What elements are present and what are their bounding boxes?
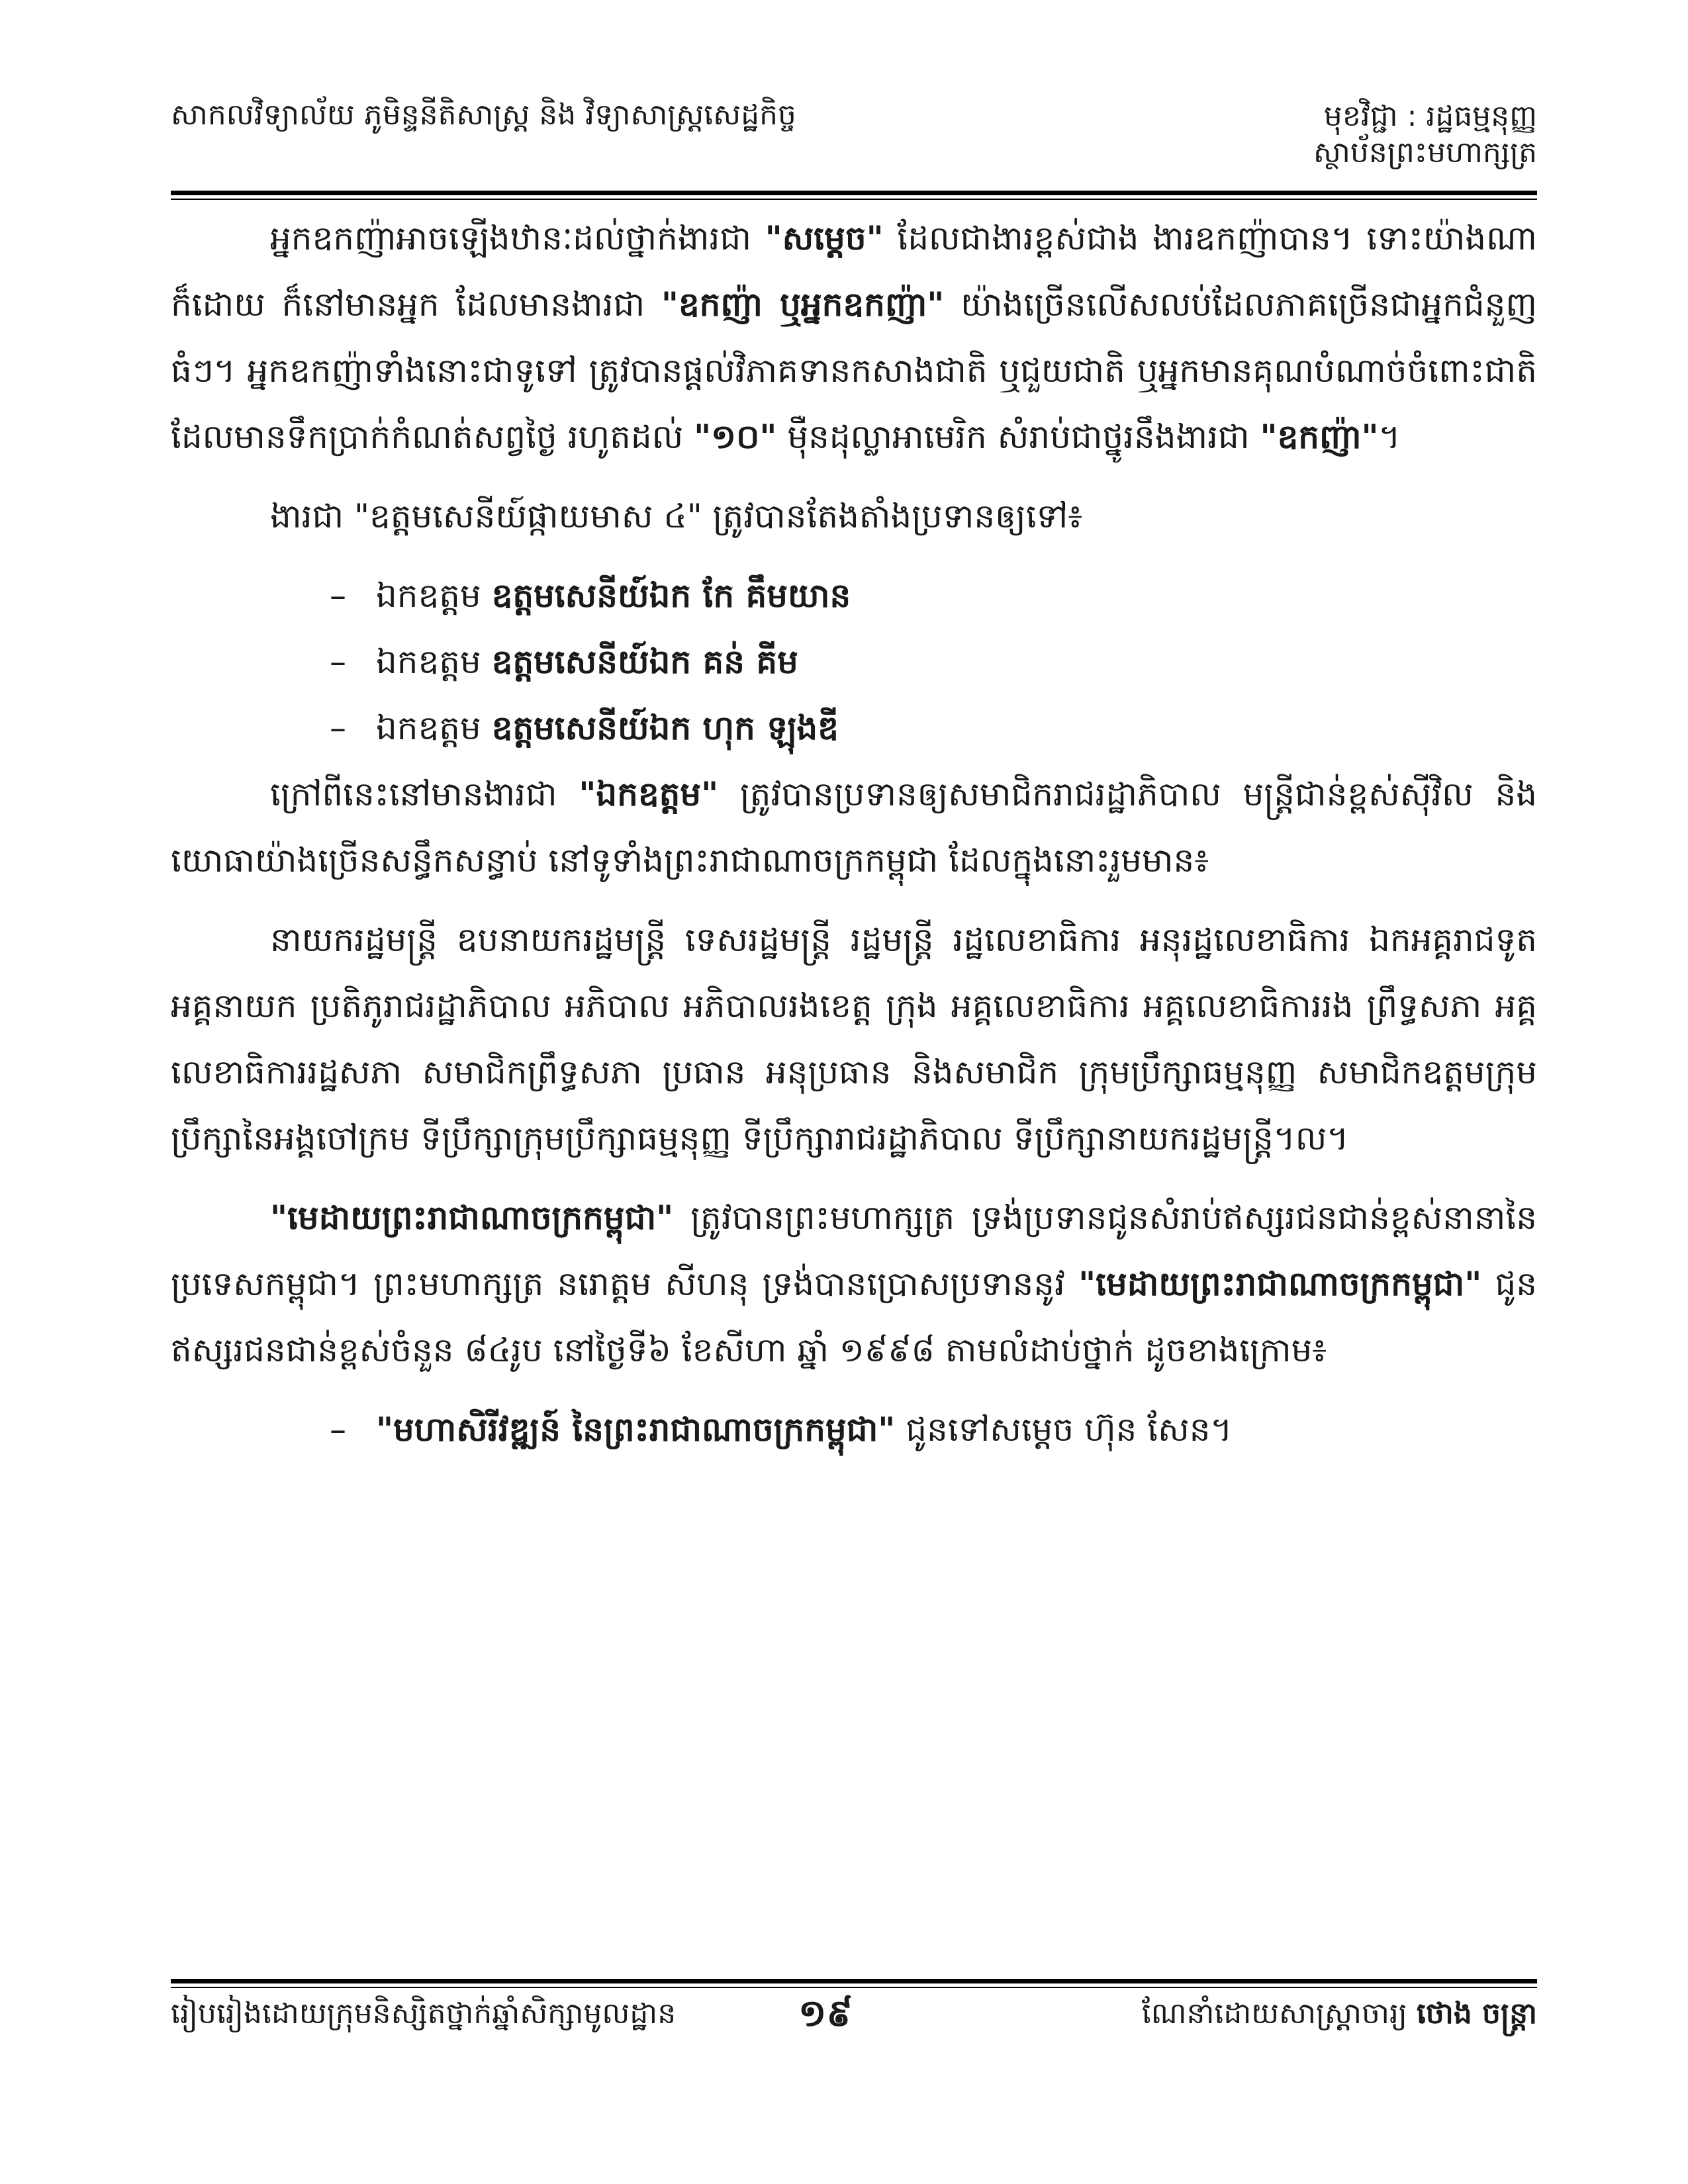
item-suffix: ជូនទៅសម្តេច ហ៊ុន សែន។ [895,1410,1233,1449]
list-item [171,695,1537,761]
item-prefix: ឯកឧត្តម [376,643,492,681]
p1-text-1: អ្នកឧកញ៉ាអាចឡើងឋានៈដល់ថ្នាក់ងារជា [270,219,765,257]
generals-list [171,563,1537,761]
header-rule-thin [171,199,1537,200]
p5-text-2: ជូនឥស្សរជនជាន់ខ្ពស់ចំនួន ៨៤រូប នៅថ្ងៃទី៦ ខែសីហា ឆ្នាំ ១៩៩៨ តាមលំដាប់ថ្នាក់ ដូចខាងក្រោម៖ [171,1265,1537,1369]
medals-list [171,1396,1537,1463]
paragraph-2: ងារជា "ឧត្តមសេនីយ៍ផ្កាយមាស ៤" ត្រូវបានតែងតាំងប្រទានឲ្យទៅ៖ [270,497,1083,535]
page-number: ១៩ [798,1992,853,2035]
p5-text-1: ត្រូវបានព្រះមហាក្សត្រ ទ្រង់ប្រទានជូនសំរាប់ឥស្សរជនជាន់ខ្ពស់នានានៃប្រទេសកម្ពុជា។ ព្រះមហាក្សត្រ នរោត្តម សីហនុ ទ្រង់បានប្រោសប្រទាននូវ [171,1199,1537,1303]
footer-compiled-by: រៀបរៀងដោយក្រុមនិស្សិតថ្នាក់ឆ្នាំសិក្សាមូលដ្ឋាន [171,1997,677,2030]
footer-advisor-label: ណែនាំដោយសាស្ត្រាចារ្យ [1141,1997,1417,2030]
item-prefix: ឯកឧត្តម [376,709,492,747]
page-body [171,205,1537,1463]
item-name: ឧត្តមសេនីយ៍ឯក កែ គឹមយាន [491,576,851,615]
p1-text-3: យ៉ាងច្រើនលើសលប់ដែលភាគច្រើនជាអ្នកជំនួញធំៗ។ អ្នកឧកញ៉ាទាំងនោះជាទូទៅ ត្រូវបានផ្តល់វិភាគទានកសាងជាតិ ឬជួយជាតិ ឬអ្នកមានគុណបំណាច់ចំពោះជាតិដែលមានទឹកប្រាក់កំណត់សព្វថ្ងៃ រហូតដល់ [171,285,1537,456]
item-prefix: ឯកឧត្តម [376,576,492,615]
bullet-dash: – [330,576,346,615]
paragraph-5 [171,1185,1537,1383]
p3-bold-1: "ឯកឧត្តម" [579,775,719,813]
bullet-dash: – [330,1410,346,1449]
p5-bold-1: "មេដាយព្រះរាជាណាចក្រកម្ពុជា" [270,1199,674,1237]
bullet-dash: – [330,709,346,747]
p1-text-2: ដែលជាងារខ្ពស់ជាង ងារឧកញ៉ាបាន។ ទោះយ៉ាងណាក៏ដោយ ក៏នៅមានអ្នក ដែលមានងារជា [171,219,1537,324]
footer-advisor-name: ថោង ចន្ត្រា [1416,1997,1537,2030]
p5-bold-2: "មេដាយព្រះរាជាណាចក្រកម្ពុជា" [1078,1265,1482,1303]
footer-rule-thick [171,1979,1537,1983]
header-subject-line2: ស្ថាប័នព្រះមហាក្សត្រ [1313,136,1537,169]
list-item [171,1396,1537,1463]
paragraph-3 [171,761,1537,893]
header-university: សាកលវិទ្យាល័យ ភូមិន្ទនីតិសាស្ត្រ និង វិទ្យាសាស្ត្រសេដ្ឋកិច្ច [171,98,796,132]
p1-text-4: ម៉ឺនដុល្លាអាមេរិក សំរាប់ជាថ្នូរនឹងងារជា [776,418,1260,456]
item-name: ឧត្តមសេនីយ៍ឯក ហុក ឡុងឌី [491,709,839,747]
paragraph-4: នាយករដ្ឋមន្ត្រី ឧបនាយករដ្ឋមន្ត្រី ទេសរដ្ឋមន្ត្រី រដ្ឋមន្ត្រី រដ្ឋលេខាធិការ អនុរដ្ឋលេខាធិការ ឯកអគ្គរាជទូត អគ្គនាយក ប្រតិភូរាជរដ្ឋាភិបាល អភិបាល អភិបាលរងខេត្ត ក្រុង អគ្គលេខាធិការ អគ្គលេខាធិការរង ព្រឹទ្ធសភា អគ្គលេខាធិការរដ្ឋសភា សមាជិកព្រឹទ្ធសភា ប្រធាន អនុប្រធាន និងសមាជិក ក្រុមប្រឹក្សាធម្មនុញ្ញ សមាជិកឧត្តមក្រុមប្រឹក្សានៃអង្គចៅក្រម ទីប្រឹក្សាក្រុមប្រឹក្សាធម្មនុញ្ញ ទីប្រឹក្សារាជរដ្ឋាភិបាល ទីប្រឹក្សានាយករដ្ឋមន្ត្រី។ល។ [171,921,1537,1158]
header-subject-line1: មុខវិជ្ជា : រដ្ឋធម្មនុញ្ញ [1323,99,1537,133]
p1-text-5: ។ [1378,418,1401,456]
item-name: "មហាសិរីវឌ្ឍន៍ នៃព្រះរាជាណាចក្រកម្ពុជា" [376,1410,896,1449]
list-item [171,629,1537,695]
footer-advisor [1142,1995,1537,2038]
item-name: ឧត្តមសេនីយ៍ឯក គន់ គីម [491,643,798,681]
header-rule-thick [171,191,1537,195]
paragraph-1 [171,205,1537,470]
p1-bold-3: "១០" [694,418,777,456]
p1-bold-4: "ឧកញ៉ា" [1260,418,1379,456]
p1-bold-2: "ឧកញ៉ា ឬអ្នកឧកញ៉ា" [661,285,945,324]
list-item [171,563,1537,629]
p1-bold-1: "សម្តេច" [765,219,884,257]
footer-rule-thin [171,1987,1537,1988]
p3-text-1: ក្រៅពីនេះនៅមានងារជា [270,775,579,813]
bullet-dash: – [330,643,346,681]
page-footer [171,1992,1537,2042]
header-subject [1313,98,1537,171]
p3-text-2: ត្រូវបានប្រទានឲ្យសមាជិករាជរដ្ឋាភិបាល មន្ត្រីជាន់ខ្ពស់ស៊ីវិល និងយោធាយ៉ាងច្រើនសន្ធឹកសន្ធាប់ នៅទូទាំងព្រះរាជាណាចក្រកម្ពុជា ដែលក្នុងនោះរួមមាន៖ [171,775,1537,880]
